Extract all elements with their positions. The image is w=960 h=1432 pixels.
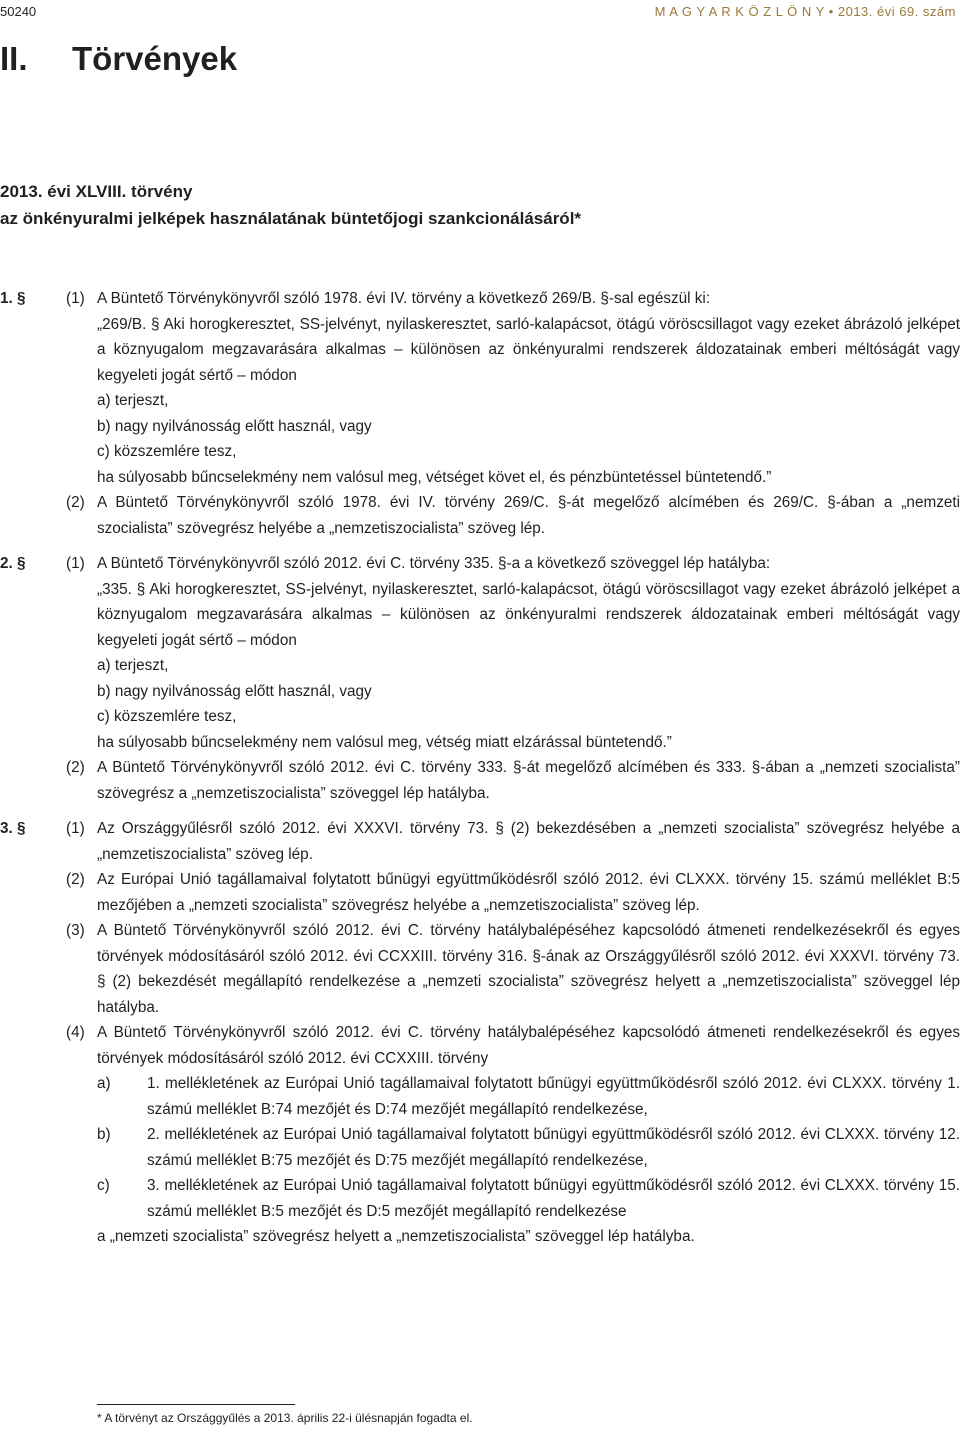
point-b: b) nagy nyilvánosság előtt használ, vagy [97, 417, 372, 435]
footnote-divider [97, 1404, 295, 1405]
law-title-line1: 2013. évi XLVIII. törvény [0, 182, 193, 201]
point-label: b) [97, 1126, 111, 1143]
paragraph-1 [0, 286, 960, 541]
subsection-number: (2) [66, 494, 85, 511]
subsection-number: (1) [66, 290, 85, 307]
subsection-closing: a „nemzeti szocialista” szövegrész helyett a „nemzetiszocialista” szöveggel lép hatályba. [97, 1228, 695, 1245]
subsection-text: A Büntető Törvénykönyvről szóló 1978. évi IV. törvény 269/C. §-át megelőző alcímében és 269/C. §-ában a „nemzeti szocialista” szövegrész helyébe a „nemzetiszocialista” szöveg lép. [97, 494, 960, 537]
footnote: * A törvényt az Országgyűlés a 2013. április 22-i ülésnapján fogadta el. [97, 1411, 473, 1425]
quote-text: „269/B. § Aki horogkeresztet, SS-jelvényt, nyilaskeresztet, sarló-kalapácsot, ötágú vöröscsillagot vagy ezeket ábrázoló jelképet a köznyugalom megzavarására alkalmas – különösen az önkényuralmi rendszerek áldozatainak emberi méltóságát vagy kegyeleti jogát sértő – módon [97, 315, 960, 384]
quoted-provision [97, 577, 960, 756]
law-title-line2: az önkényuralmi jelképek használatának büntetőjogi szankcionálásáról* [0, 209, 582, 228]
subsection-text: A Büntető Törvénykönyvről szóló 1978. évi IV. törvény a következő 269/B. §-sal egészül ki: [97, 290, 711, 307]
paragraph-3 [0, 816, 960, 1250]
point-c: c) közszemlére tesz, [97, 708, 237, 725]
section-heading [0, 40, 237, 78]
law-title [0, 178, 581, 232]
point-label: c) [97, 1177, 110, 1194]
subsection-text: Az Országgyűlésről szóló 2012. évi XXXVI. törvény 73. § (2) bekezdésében a „nemzeti szocialista” szövegrész helyébe a „nemzetiszocialista” szöveg lép. [97, 820, 960, 863]
subsection-text: Az Európai Unió tagállamaival folytatott bűnügyi együttműködésről szóló 2012. évi CLXXX. törvény 15. számú melléklet B:5 mezőjében a „nemzeti szocialista” szövegrész helyébe a „nemzetiszocialista” szöveg lép. [97, 871, 960, 914]
subsection [0, 1020, 960, 1250]
point-b [97, 1122, 960, 1173]
subsection-number: (2) [66, 871, 85, 888]
subsection-text: A Büntető Törvénykönyvről szóló 2012. évi C. törvény 335. §-a a következő szöveggel lép hatályba: [97, 555, 771, 572]
point-a: a) terjeszt, [97, 657, 169, 674]
law-body [0, 286, 960, 1260]
subsection [0, 867, 960, 918]
point-text: 3. mellékletének az Európai Unió tagállamaival folytatott bűnügyi együttműködésről szóló 2012. évi CLXXX. törvény 15. számú melléklet B:5 mezőjét és D:5 mezőjét megállapító rendelkezése [147, 1177, 960, 1220]
subsection [0, 918, 960, 1020]
subsection [0, 490, 960, 541]
paragraph-number: 3. § [0, 820, 26, 837]
point-a: a) terjeszt, [97, 392, 169, 409]
subsection-number: (2) [66, 759, 85, 776]
paragraph-number: 2. § [0, 555, 26, 572]
subsection-text: A Büntető Törvénykönyvről szóló 2012. évi C. törvény hatálybalépéséhez kapcsolódó átmeneti rendelkezésekről és egyes törvények módosításáról szóló 2012. évi CCXXIII. törvény [97, 1024, 960, 1067]
section-title: Törvények [72, 40, 238, 77]
paragraph-2 [0, 551, 960, 806]
point-label: a) [97, 1075, 111, 1092]
subsection-text: A Büntető Törvénykönyvről szóló 2012. évi C. törvény 333. §-át megelőző alcímében és 333. §-ában a „nemzeti szocialista” szövegrész a „nemzetiszocialista” szöveggel lép hatályba. [97, 759, 960, 802]
subsection [0, 551, 960, 755]
point-a [97, 1071, 960, 1122]
point-c [97, 1173, 960, 1224]
subsection-number: (3) [66, 922, 85, 939]
page-number: 50240 [0, 4, 37, 19]
point-text: 1. mellékletének az Európai Unió tagállamaival folytatott bűnügyi együttműködésről szóló 2012. évi CLXXX. törvény 1. számú melléklet B:74 mezőjét és D:74 mezőjét megállapító rendelkezése, [147, 1075, 960, 1118]
quote-text: „335. § Aki horogkeresztet, SS-jelvényt, nyilaskeresztet, sarló-kalapácsot, ötágú vöröscsillagot vagy ezeket ábrázoló jelképet a köznyugalom megzavarására alkalmas – különösen az önkényuralmi rendszerek áldozatainak emberi méltóságát vagy kegyeleti jogát sértő – módon [97, 580, 960, 649]
quote-closing: ha súlyosabb bűncselekmény nem valósul meg, vétség miatt elzárással büntetendő.” [97, 733, 672, 751]
subsection-text: A Büntető Törvénykönyvről szóló 2012. évi C. törvény hatálybalépéséhez kapcsolódó átmeneti rendelkezésekről és egyes törvények módosításáról szóló 2012. évi CCXXIII. törvény 316. §-ának az Országgyűlésről szóló 2012. évi XXXVI. törvény 73. § (2) bekezdését megállapító rendelkezése a „nemzeti szocialista” szövegrész helyett a „nemzetiszocialista” szöveggel lép hatályba. [97, 922, 960, 1016]
subsection-number: (4) [66, 1024, 85, 1041]
section-number: II. [0, 40, 28, 77]
point-c: c) közszemlére tesz, [97, 443, 237, 460]
point-b: b) nagy nyilvánosság előtt használ, vagy [97, 682, 372, 700]
subsection [0, 755, 960, 806]
subsection-number: (1) [66, 820, 85, 837]
subsection [0, 286, 960, 490]
subsection-number: (1) [66, 555, 85, 572]
publication-name: M A G Y A R K Ö Z L Ö N Y • 2013. évi 69. szám [654, 4, 956, 19]
page-header [0, 4, 960, 24]
paragraph-number: 1. § [0, 290, 26, 307]
point-text: 2. mellékletének az Európai Unió tagállamaival folytatott bűnügyi együttműködésről szóló 2012. évi CLXXX. törvény 12. számú melléklet B:75 mezőjét és D:75 mezőjét megállapító rendelkezése, [147, 1126, 960, 1169]
subsection [0, 816, 960, 867]
quoted-provision [97, 312, 960, 491]
quote-closing: ha súlyosabb bűncselekmény nem valósul meg, vétséget követ el, és pénzbüntetéssel büntetendő.” [97, 468, 772, 486]
